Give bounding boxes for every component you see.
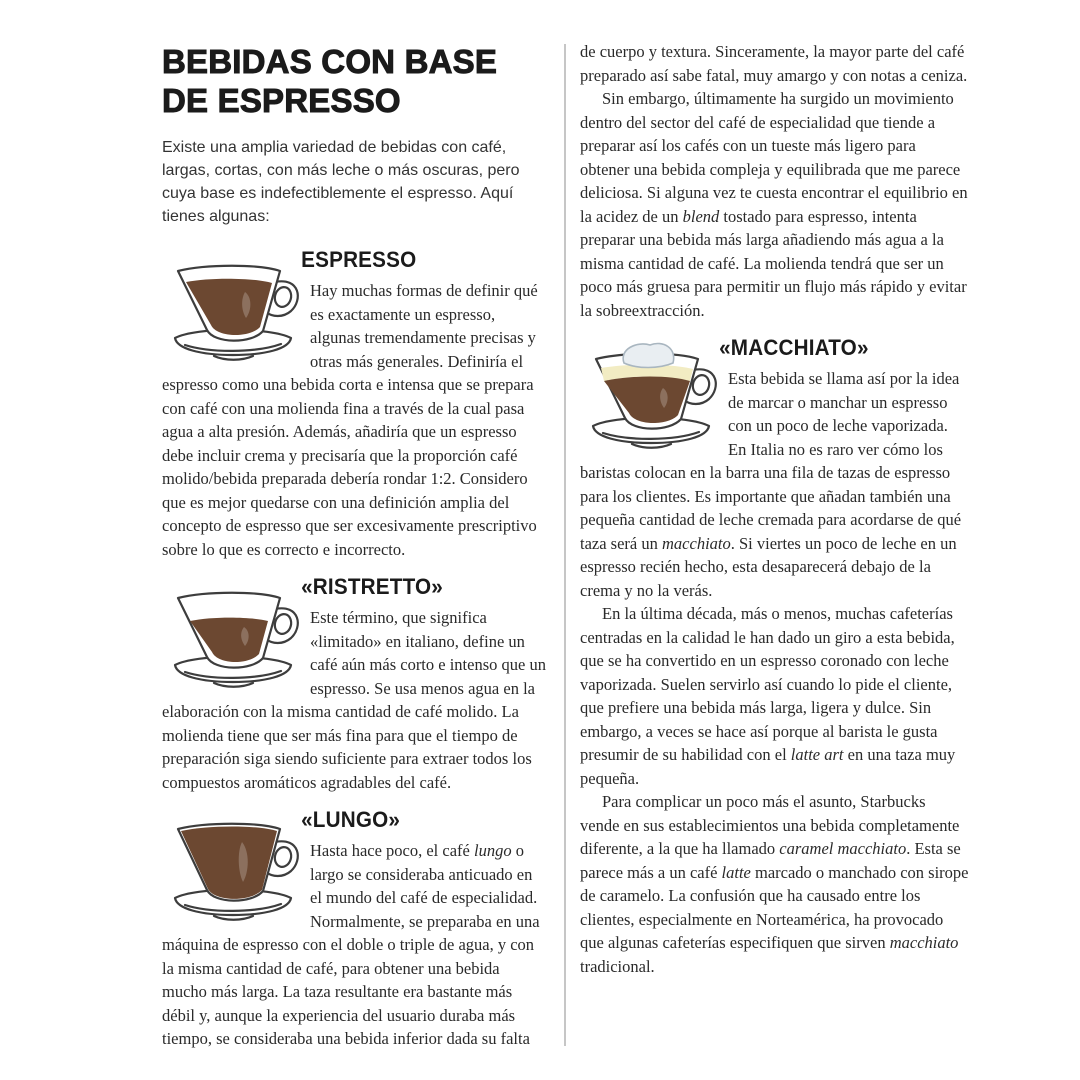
page-title [162,42,548,120]
section-body-macchiato-paragraph-3: Para complicar un poco más el asunto, Starbucks vende en sus establecimientos una bebida completamente diferente, a la que ha llamado caramel macchiato. Esta se parece más a un café latte marcado o manchado con sirope de caramelo. La confusión que ha causado entre los clientes, especialmente en Norteamérica, ha provocado que algunas cafeterías especifiquen que sirven macchiato tradicional. [580,792,969,976]
lungo-movement-paragraph: Sin embargo, últimamente ha surgido un movimiento dentro del sector del café de especialidad que tiende a preparar así los cafés con un tueste más ligero para obtener una bebida compleja y equilibrada que me parece deliciosa. Si alguna vez te cuesta encontrar el equilibrio en la acidez de un blend tostado para espresso, intenta preparar una bebida más larga añadiendo más agua a la misma cantidad de café. La molienda tendrá que ser un poco más gruesa para permitir un flujo más rápido y evitar la sobreextracción. [580,89,968,320]
section-heading-ristretto: «RISTRETTO» [301,574,444,599]
section-body-ristretto: Este término, que significa «limitado» en italiano, define un café aún más corto e intenso que un espresso. Se usa menos agua en la elaboración con la misma cantidad de café molido. La molienda tiene que ser más fina para que el tiempo de preparación siga siendo suficiente para extraer todos los compuestos aromáticos agradables del café. [162,608,546,792]
section-macchiato [580,336,969,978]
intro-paragraph: Existe una amplia variedad de bebidas con café, largas, cortas, con más leche o más oscuras, pero cuya base es indefectiblemente el espresso. Aquí tienes algunas: [162,139,520,225]
page-title-line-1: BEBIDAS CON BASE [162,43,498,80]
lungo-continuation-paragraph: de cuerpo y textura. Sinceramente, la mayor parte del café preparado así sabe fatal, muy amargo y con notas a ceniza. [580,42,968,85]
section-heading-macchiato: «MACCHIATO» [719,335,869,360]
section-heading-lungo: «LUNGO» [301,807,401,832]
right-column [580,40,969,992]
section-body-macchiato-paragraph-2: En la última década, más o menos, muchas cafeterías centradas en la calidad le han dado un giro a esta bebida, que se ha convertido en un espresso coronado con leche vaporizada. Suelen servirlo así cuando lo pide el cliente, que prefiere una bebida más larga, ligera y dulce. Sin embargo, a veces se hace así porque al barista le gusta presumir de su habilidad con el latte art en una taza muy pequeña. [580,604,956,788]
section-heading-espresso: ESPRESSO [301,247,417,272]
page-title-line-2: DE ESPRESSO [162,82,401,119]
section-lungo [162,808,548,1051]
section-body-lungo: Hasta hace poco, el café lungo o largo se consideraba anticuado en el mundo del café de especialidad. Normalmente, se preparaba en una máquina de espresso con el doble o triple de agua, y con la misma cantidad de café, para obtener una bebida mucho más larga. La taza resultante era bastante más débil y, aunque la experiencia del usuario duraba más tiempo, se consideraba una bebida inferior dada su falta [162,841,540,1048]
section-body-espresso: Hay muchas formas de definir qué es exactamente un espresso, algunas tremendamente precisas y otras más generales. Definiría el espresso como una bebida corta e intensa que se prepara con café con una molienda fina a través de la cual pasa agua a alta presión. Además, añadiría que un espresso debe incluir crema y precisaría que la proporción café molido/bebida preparada debería rondar 1:2. Considero que es mejor quedarse con una definición amplia del concepto de espresso que ser excesivamente prescriptivo sobre lo que es correcto e incorrecto. [162,281,538,559]
section-espresso [162,248,548,561]
section-body-macchiato-paragraph-1: Esta bebida se llama así por la idea de marcar o manchar un espresso con un poco de leche vaporizada. En Italia no es raro ver cómo los baristas colocan en la barra una fila de tazas de espresso para los clientes. Es importante que añadan también una pequeña cantidad de leche cremada para acordarse de qué taza será un macchiato. Si viertes un poco de leche en un espresso recién hecho, esta desaparecerá debajo de la crema y no la verás. [580,369,962,600]
column-divider [564,44,566,1046]
left-column [162,42,548,1065]
section-ristretto [162,575,548,794]
